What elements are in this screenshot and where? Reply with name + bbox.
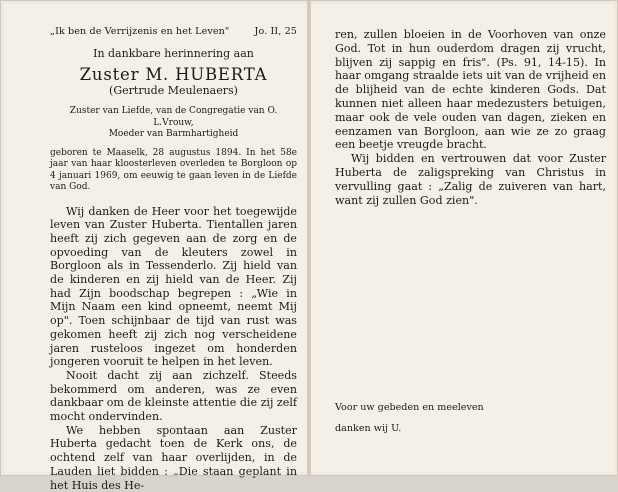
paragraph: We hebben spontaan aan Zuster Huberta gedacht toen de Kerk ons, de ochtend zelf van haar overlijden, in de Lauden liet bidden : „Die staan geplant in het Huis des He-: [50, 424, 297, 492]
quote-text: „Ik ben de Verrijzenis en het Leven": [50, 26, 229, 37]
quote-reference: Jo. II, 25: [255, 26, 297, 37]
life-dates: geboren te Maaselk, 28 augustus 1894. In het 58e jaar van haar kloosterleven overleden te Borgloon op 4 januari 1969, om eeuwig te gaan leven in de Liefde van God.: [50, 148, 297, 194]
congregation-line-1: Zuster van Liefde, van de Congregatie van O. L.Vrouw,: [50, 106, 297, 129]
closing-line-2: danken wij U.: [335, 422, 484, 435]
right-body: [335, 28, 606, 207]
deceased-name: Zuster M. HUBERTA: [50, 65, 297, 84]
in-memory-heading: In dankbare herinnering aan: [50, 47, 297, 60]
congregation-line-2: Moeder van Barmhartigheid: [50, 129, 297, 141]
congregation: [50, 106, 297, 141]
birth-name: (Gertrude Meulenaers): [50, 84, 297, 97]
paragraph: Nooit dacht zij aan zichzelf. Steeds bekommerd om anderen, was ze even dankbaar om de kleinste attentie die zij zelf mocht ondervinden.: [50, 369, 297, 424]
right-page: [311, 4, 614, 472]
paragraph: ren, zullen bloeien in de Voorhoven van onze God. Tot in hun ouderdom dragen zij vrucht, blijven zij sappig en fris". (Ps. 91, 14-15). In haar omgang straalde iets uit van de vrijheid en de blijheid van de echte kinderen Gods. Dat kunnen niet alleen haar medezusters betuigen, maar ook de vele ouden van dagen, zieken en eenzamen van Borgloon, aan wie ze zo graag een beetje vreugde bracht.: [335, 28, 606, 152]
left-page: [4, 4, 307, 472]
left-body: [50, 205, 297, 492]
closing-line-1: Voor uw gebeden en meeleven: [335, 402, 484, 413]
bible-quote: [50, 26, 297, 37]
paragraph: Wij danken de Heer voor het toegewijde leven van Zuster Huberta. Tientallen jaren heeft zij zich gegeven aan de zorg en de opvoeding van de kleuters zowel in Borgloon als in Tessenderlo. Zij hield van de kinderen en zij hield van de Heer. Zij had Zijn boodschap begrepen : „Wie in Mijn Naam een kind opneemt, neemt Mij op". Toen schijnbaar de tijd van rust was gekomen heeft zij zich nog verscheidene jaren rusteloos ingezet om honderden jongeren vooruit te helpen in het leven.: [50, 205, 297, 369]
closing-note: [335, 401, 484, 435]
paragraph: Wij bidden en vertrouwen dat voor Zuster Huberta de zaligspreking van Christus in vervulling gaat : „Zalig de zuiveren van hart, want zij zullen God zien".: [335, 152, 606, 207]
